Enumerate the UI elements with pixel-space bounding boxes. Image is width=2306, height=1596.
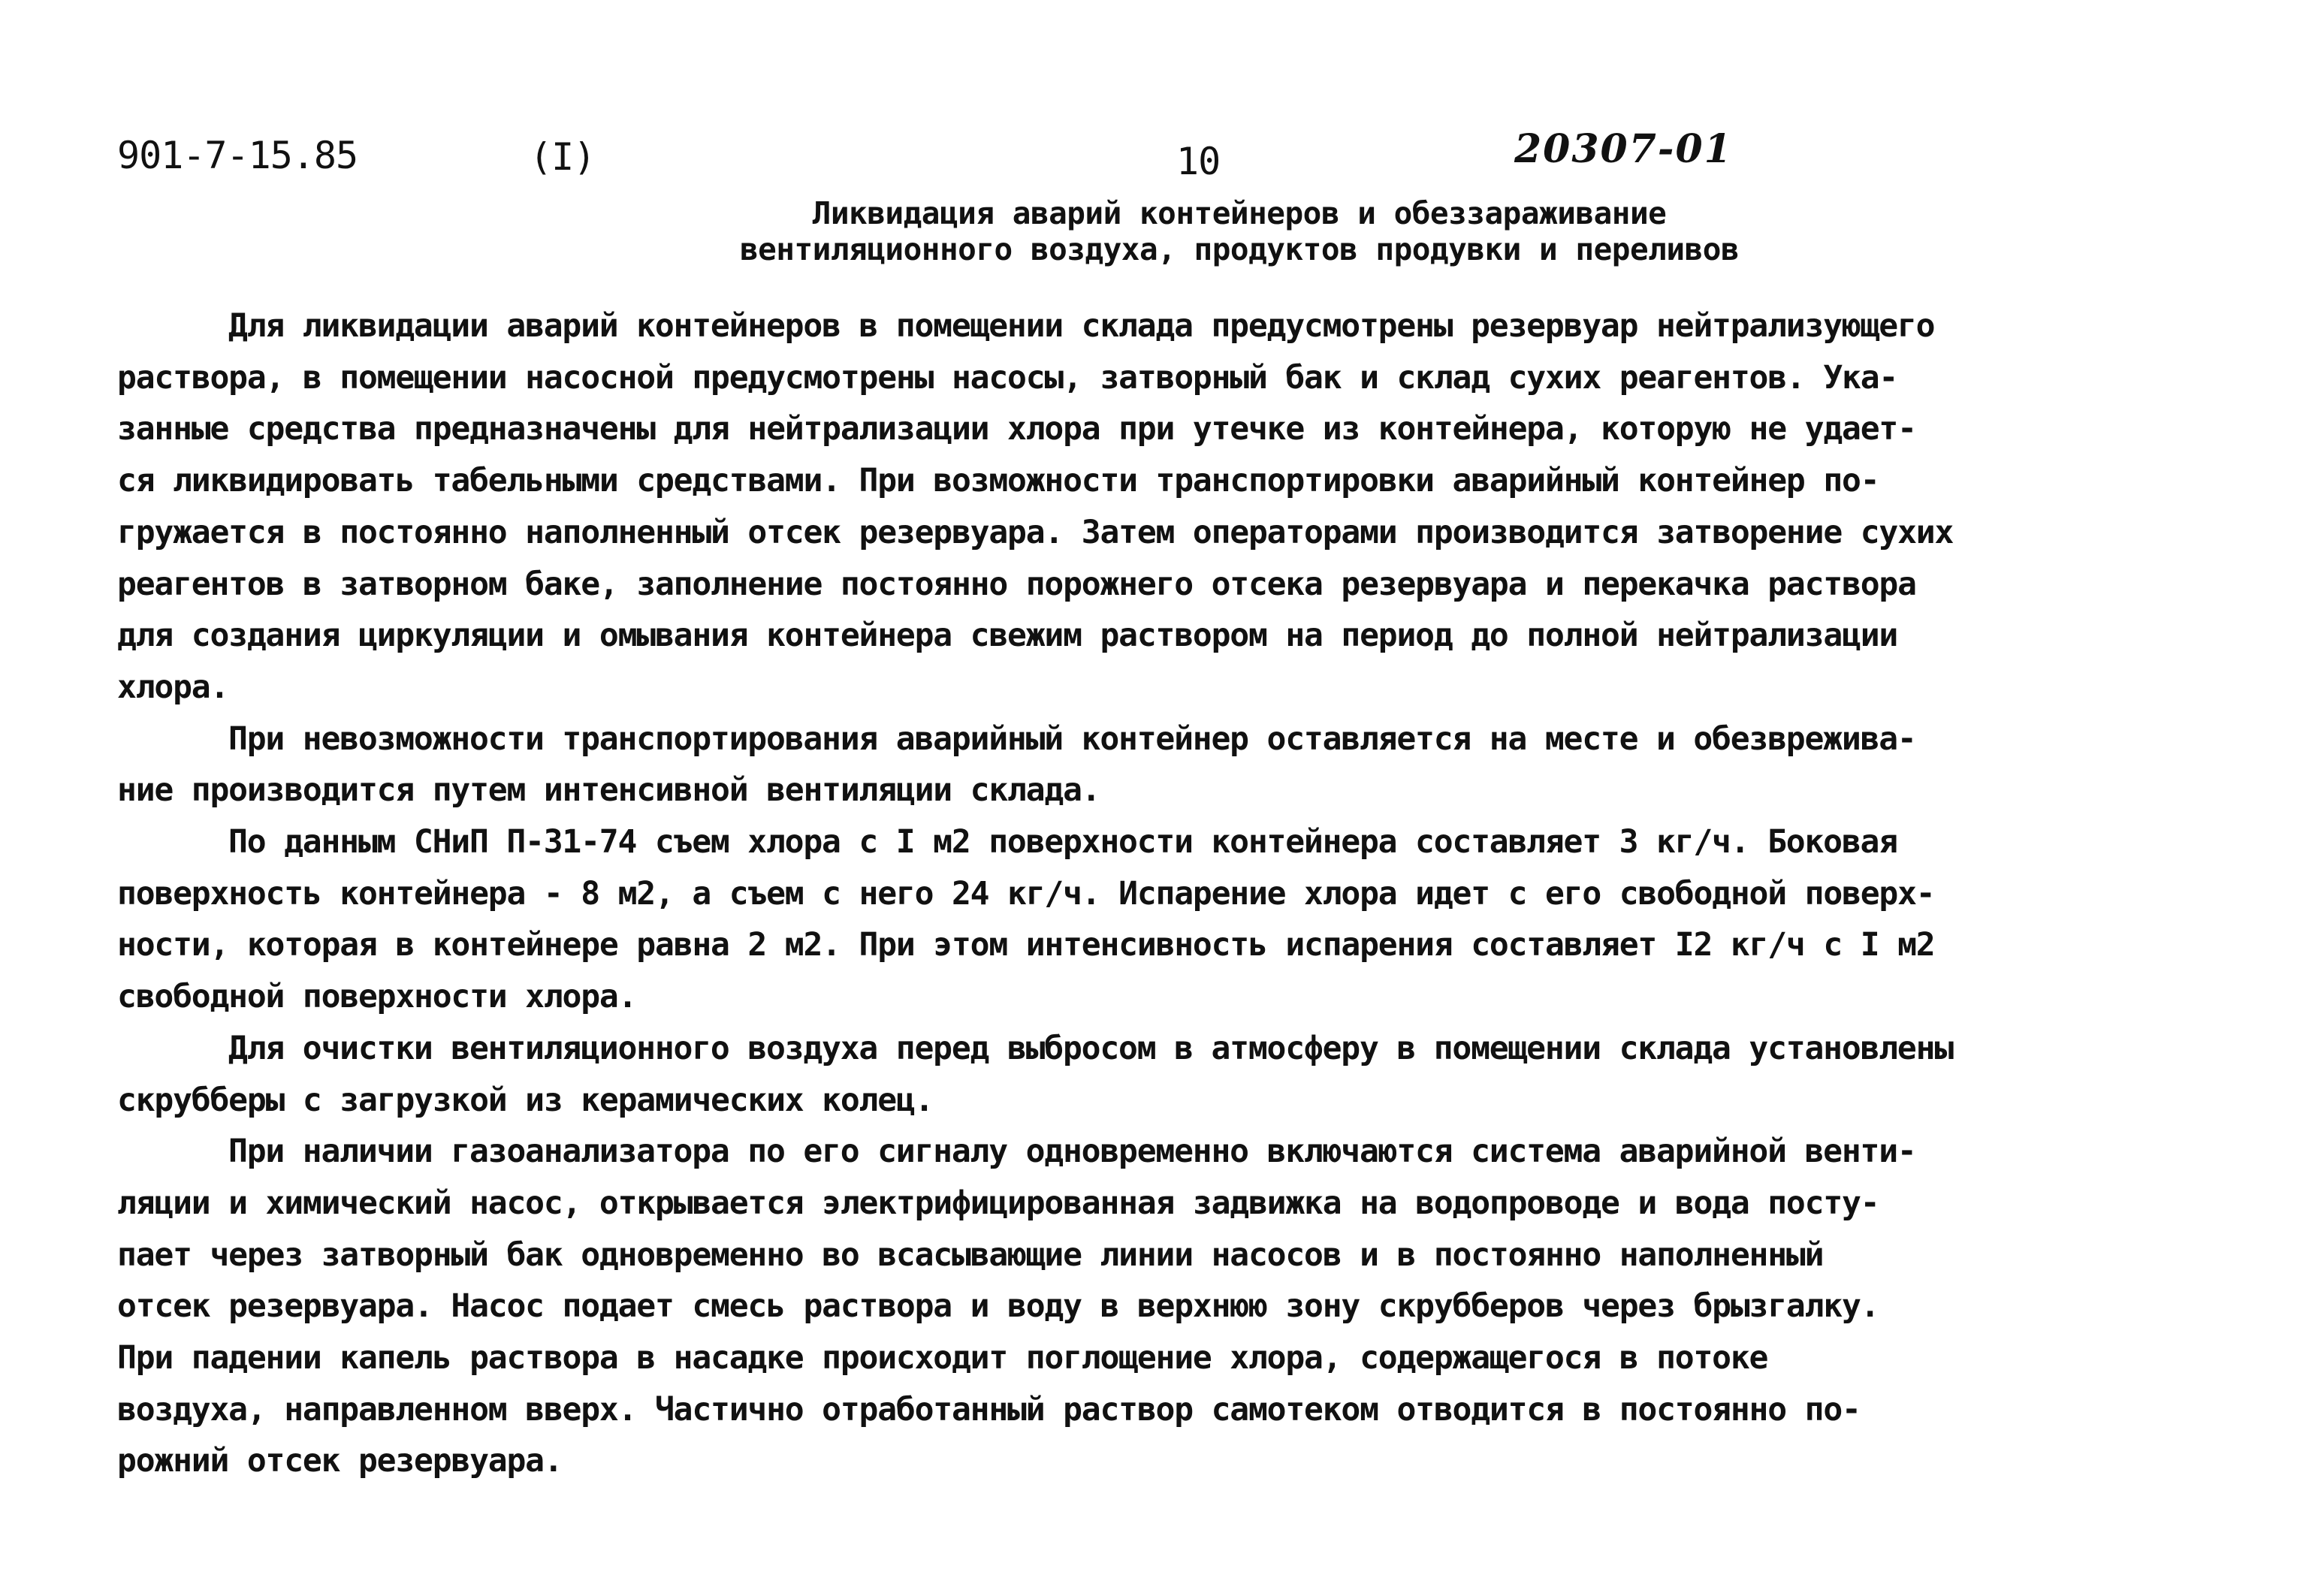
paragraph-4 xyxy=(117,1023,2220,1126)
text-line: Для очистки вентиляционного воздуха перед выбросом в атмосферу в помещении склада установлены xyxy=(228,1029,1954,1067)
text-line: ся ликвидировать табельными средствами. При возможности транспортировки аварийный контейнер по- xyxy=(117,462,1879,500)
handwritten-number: 20307-01 xyxy=(1514,126,1733,172)
text-line: При падении капель раствора в насадке происходит поглощение хлора, содержащегося в потоке xyxy=(117,1339,1768,1377)
text-line: скрубберы с загрузкой из керамических колец. xyxy=(117,1081,934,1119)
text-line: гружается в постоянно наполненный отсек резервуара. Затем операторами производится затворение сухих xyxy=(117,513,1954,551)
document-body xyxy=(117,300,2220,1487)
text-line: пает через затворный бак одновременно во всасывающие линии насосов и в постоянно наполненный xyxy=(117,1235,1824,1274)
text-line: для создания циркуляции и омывания контейнера свежим раствором на период до полной нейтрализации xyxy=(117,617,1898,655)
text-line: занные средства предназначены для нейтрализации хлора при утечке из контейнера, которую не удает- xyxy=(117,410,1916,448)
text-line: рожний отсек резервуара. xyxy=(117,1442,563,1480)
page-number: 10 xyxy=(1176,140,1221,183)
paragraph-5 xyxy=(117,1126,2220,1487)
text-line: ности, которая в контейнере равна 2 м2. При этом интенсивность испарения составляет I2 кг/ч с I м2 xyxy=(117,926,1935,964)
text-line: отсек резервуара. Насос подает смесь раствора и воду в верхнюю зону скрубберов через брызгалку. xyxy=(117,1287,1879,1326)
text-line: раствора, в помещении насосной предусмотрены насосы, затворный бак и склад сухих реагентов. Ука- xyxy=(117,358,1898,397)
text-line: поверхность контейнера - 8 м2, а съем с него 24 кг/ч. Испарение хлора идет с его свободной поверх- xyxy=(117,874,1935,913)
paragraph-1 xyxy=(117,300,2220,714)
text-line: По данным СНиП П-31-74 съем хлора с I м2 поверхности контейнера составляет 3 кг/ч. Боковая xyxy=(228,823,1897,861)
section-title-line-1: Ликвидация аварий контейнеров и обеззараживание xyxy=(812,195,1667,231)
section-title-line-2: вентиляционного воздуха, продуктов продувки и переливов xyxy=(739,231,1740,267)
text-line: Для ликвидации аварий контейнеров в помещении склада предусмотрены резервуар нейтрализующего xyxy=(228,307,1935,345)
text-line: При наличии газоанализатора по его сигналу одновременно включаются система аварийной венти- xyxy=(228,1133,1916,1171)
text-line: При невозможности транспортирования аварийный контейнер оставляется на месте и обезвреживa- xyxy=(228,720,1916,758)
paragraph-2 xyxy=(117,714,2220,816)
text-line: реагентов в затворном баке, заполнение постоянно порожнего отсека резервуара и перекачка раствора xyxy=(117,565,1916,603)
part-number: (I) xyxy=(530,135,596,179)
text-line: ляции и химический насос, открывается электрифицированная задвижка на водопроводе и вода посту- xyxy=(117,1184,1879,1222)
paragraph-3 xyxy=(117,816,2220,1023)
text-line: свободной поверхности хлора. xyxy=(117,978,637,1016)
section-title xyxy=(0,195,2306,267)
text-line: ние производится путем интенсивной вентиляции склада. xyxy=(117,771,1100,810)
text-line: хлора. xyxy=(117,668,229,706)
text-line: воздуха, направленном вверх. Частично отработанный раствор самотеком отводится в постоянно по- xyxy=(117,1390,1861,1429)
document-code: 901-7-15.85 xyxy=(117,134,358,177)
